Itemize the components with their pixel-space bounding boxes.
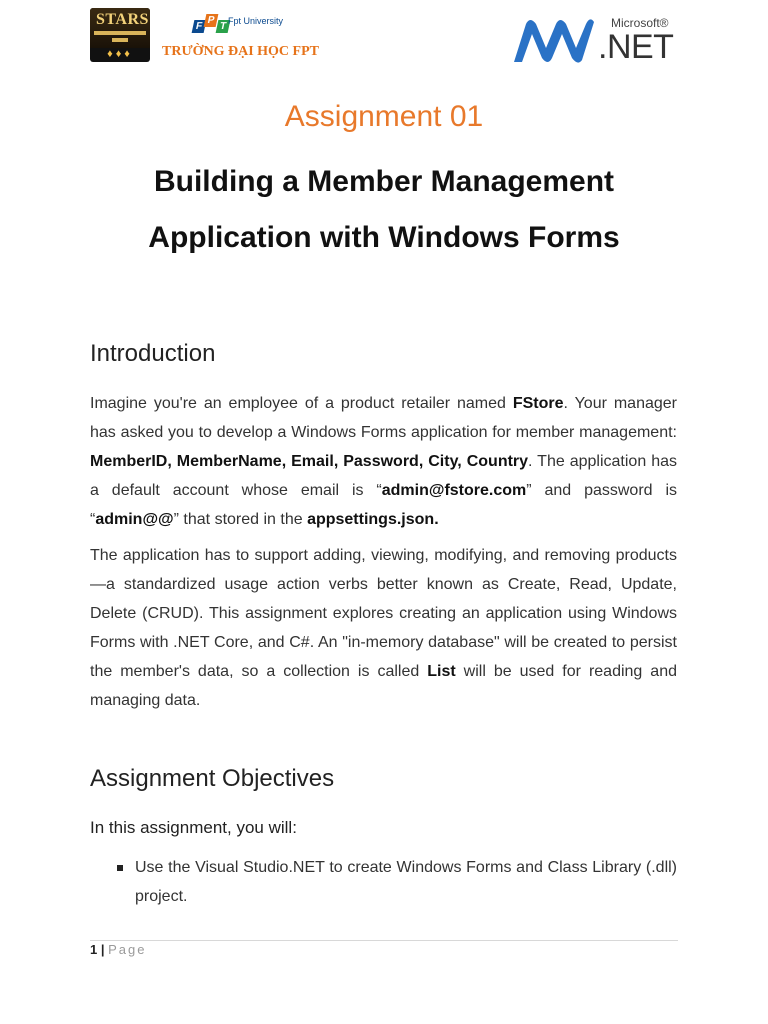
footer-separator: | <box>100 942 105 957</box>
fpt-university-text: Fpt University <box>228 16 284 26</box>
microsoft-net-logo: Microsoft® .NET <box>512 12 672 68</box>
objectives-heading: Assignment Objectives <box>90 765 335 792</box>
page-footer <box>90 942 147 957</box>
assignment-number-title: Assignment 01 <box>284 100 484 133</box>
introduction-paragraph-2: The application has to support adding, viewing, modifying, and removing products—a standardized usage action verbs better known as Create, Read, Update, Delete (CRUD). This assignment explores creating an application using Windows Forms with .NET Core, and C#. An "in-memory database" will be created to persist the member's data, so a collection is called List will be used for reading and managing data. <box>90 547 677 709</box>
objectives-subheading: In this assignment, you will: <box>90 818 297 837</box>
document-title-line-2: Application with Windows Forms <box>148 221 620 254</box>
net-wave-icon <box>512 16 596 66</box>
page-label: Page <box>108 942 147 957</box>
fpt-school-name: TRƯỜNG ĐẠI HỌC FPT <box>162 44 319 59</box>
list-item-text: Use the Visual Studio.NET to create Windows Forms and Class Library (.dll) project. <box>135 859 677 905</box>
introduction-paragraph-1: Imagine you're an employee of a product retailer named FStore. Your manager has asked you to develop a Windows Forms application for member management: MemberID, MemberName, Email, Password, City, Country. The application has a default account whose email is “admin@fstore.com” and password is “admin@@” that stored in the appsettings.json. <box>90 395 678 528</box>
footer-divider <box>90 940 678 941</box>
introduction-heading: Introduction <box>90 340 216 367</box>
fpt-university-logo <box>160 8 319 66</box>
stars-logo: STARS ♦♦♦ <box>90 8 150 62</box>
stars-rating-icon: ♦♦♦ <box>107 48 133 60</box>
list-item <box>90 853 677 913</box>
page-number: 1 <box>90 942 98 957</box>
document-title-line-1: Building a Member Management <box>153 165 615 198</box>
fpt-mark-icon: F P T <box>193 10 229 40</box>
bullet-square-icon <box>117 865 123 871</box>
